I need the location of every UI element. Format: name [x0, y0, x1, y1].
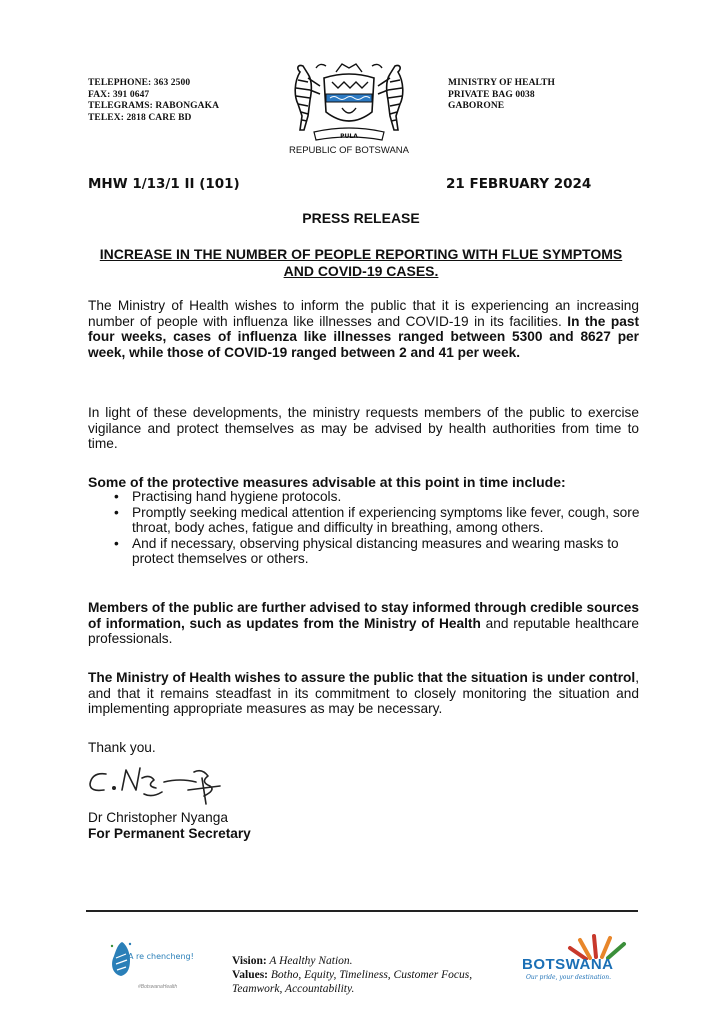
signer-name: Dr Christopher Nyanga: [88, 810, 228, 825]
list-item: [112, 536, 640, 567]
city-line: GABORONE: [448, 101, 505, 111]
measure-text: Promptly seeking medical attention if experiencing symptoms like fever, cough, sore throat, body aches, fatigue and difficulty in breathing, among others.: [132, 504, 640, 535]
campaign-slogan: A re chencheng!: [128, 952, 194, 961]
vision-label: Vision:: [232, 955, 267, 967]
measures-heading: Some of the protective measures advisable at this point in time include:: [88, 474, 566, 490]
vision-line: [232, 954, 497, 968]
paragraph-2: [88, 405, 639, 452]
paragraph-4: [88, 670, 639, 717]
contact-block-right: [448, 78, 555, 113]
vision-values-block: [232, 954, 497, 996]
values-label: Values:: [232, 969, 268, 981]
brand-tagline: Our pride, your destination.: [526, 974, 611, 981]
signer-block: [88, 810, 251, 842]
signature-icon: [84, 760, 234, 812]
telephone-line: TELEPHONE: 363 2500: [88, 78, 191, 88]
telegrams-line: TELEGRAMS: RABONGAKA: [88, 101, 220, 111]
bullet-icon: •: [114, 489, 119, 504]
paragraph-4-bold: The Ministry of Health wishes to assure the public that the situation is under control: [88, 670, 636, 685]
crest-motto: PULA: [340, 133, 358, 140]
signer-title: For Permanent Secretary: [88, 826, 251, 841]
values-text: Botho, Equity, Timeliness, Customer Focus, Teamwork, Accountability.: [232, 969, 473, 995]
reference-number: MHW 1/13/1 II (101): [88, 176, 240, 192]
brand-name: BOTSWANA: [522, 956, 614, 973]
paragraph-1: [88, 298, 639, 360]
list-item: [112, 505, 640, 536]
contact-block-left: [88, 78, 219, 124]
bullet-icon: •: [114, 535, 119, 551]
left-zebra-icon: [295, 65, 320, 130]
republic-caption: REPUBLIC OF BOTSWANA: [289, 145, 409, 156]
right-zebra-icon: [378, 65, 403, 130]
paragraph-3-normal: and reputable healthcare professionals.: [88, 615, 639, 646]
footer-divider: [86, 910, 638, 912]
measure-text: Practising hand hygiene protocols.: [132, 489, 342, 504]
private-bag-line: PRIVATE BAG 0038: [448, 89, 535, 100]
press-release-label: PRESS RELEASE: [302, 210, 420, 226]
measures-list: [112, 489, 640, 567]
telex-line: TELEX: 2818 CARE BD: [88, 112, 192, 123]
closing: Thank you.: [88, 740, 156, 755]
paragraph-1-normal: The Ministry of Health wishes to inform the public that it is experiencing an increasing number of people with influenza like illnesses and COVID-19 in its facilities.: [88, 298, 639, 329]
list-item: [112, 489, 640, 505]
paragraph-3-bold: Members of the public are further advised to stay informed through credible sources of information, such as updates from the Ministry of Health: [88, 600, 639, 631]
paragraph-3: [88, 600, 639, 647]
paragraph-2-text: In light of these developments, the ministry requests members of the public to exercise vigilance and protect themselves as may be advised by health authorities from time to time.: [88, 405, 639, 451]
campaign-logo: [104, 936, 204, 998]
coat-of-arms-icon: [286, 60, 412, 146]
paragraph-1-bold: In the past four weeks, cases of influenza like illnesses ranged between 5300 and 8627 per week, while those of COVID-19 ranged between 2 and 41 per week.: [88, 313, 640, 360]
signature: [84, 760, 234, 812]
botswana-brand-logo: [520, 930, 638, 986]
campaign-hashtag: #BotswanaHealth: [138, 984, 178, 990]
measure-text: And if necessary, observing physical distancing measures and wearing masks to protect themselves or others.: [132, 535, 619, 566]
coat-of-arms: [286, 60, 412, 158]
vision-text: A Healthy Nation.: [266, 955, 353, 967]
values-line: [232, 968, 497, 996]
fax-line: FAX: 391 0647: [88, 89, 150, 100]
paragraph-4-normal: , and that it remains steadfast in its commitment to closely monitoring the situation and implementing appropriate measures as may be necessary.: [88, 670, 639, 716]
document-title: INCREASE IN THE NUMBER OF PEOPLE REPORTING WITH FLUE SYMPTOMS AND COVID-19 CASES.: [99, 246, 623, 279]
ministry-line: MINISTRY OF HEALTH: [448, 78, 556, 88]
bullet-icon: •: [114, 504, 119, 520]
document-date: 21 FEBRUARY 2024: [446, 176, 592, 192]
